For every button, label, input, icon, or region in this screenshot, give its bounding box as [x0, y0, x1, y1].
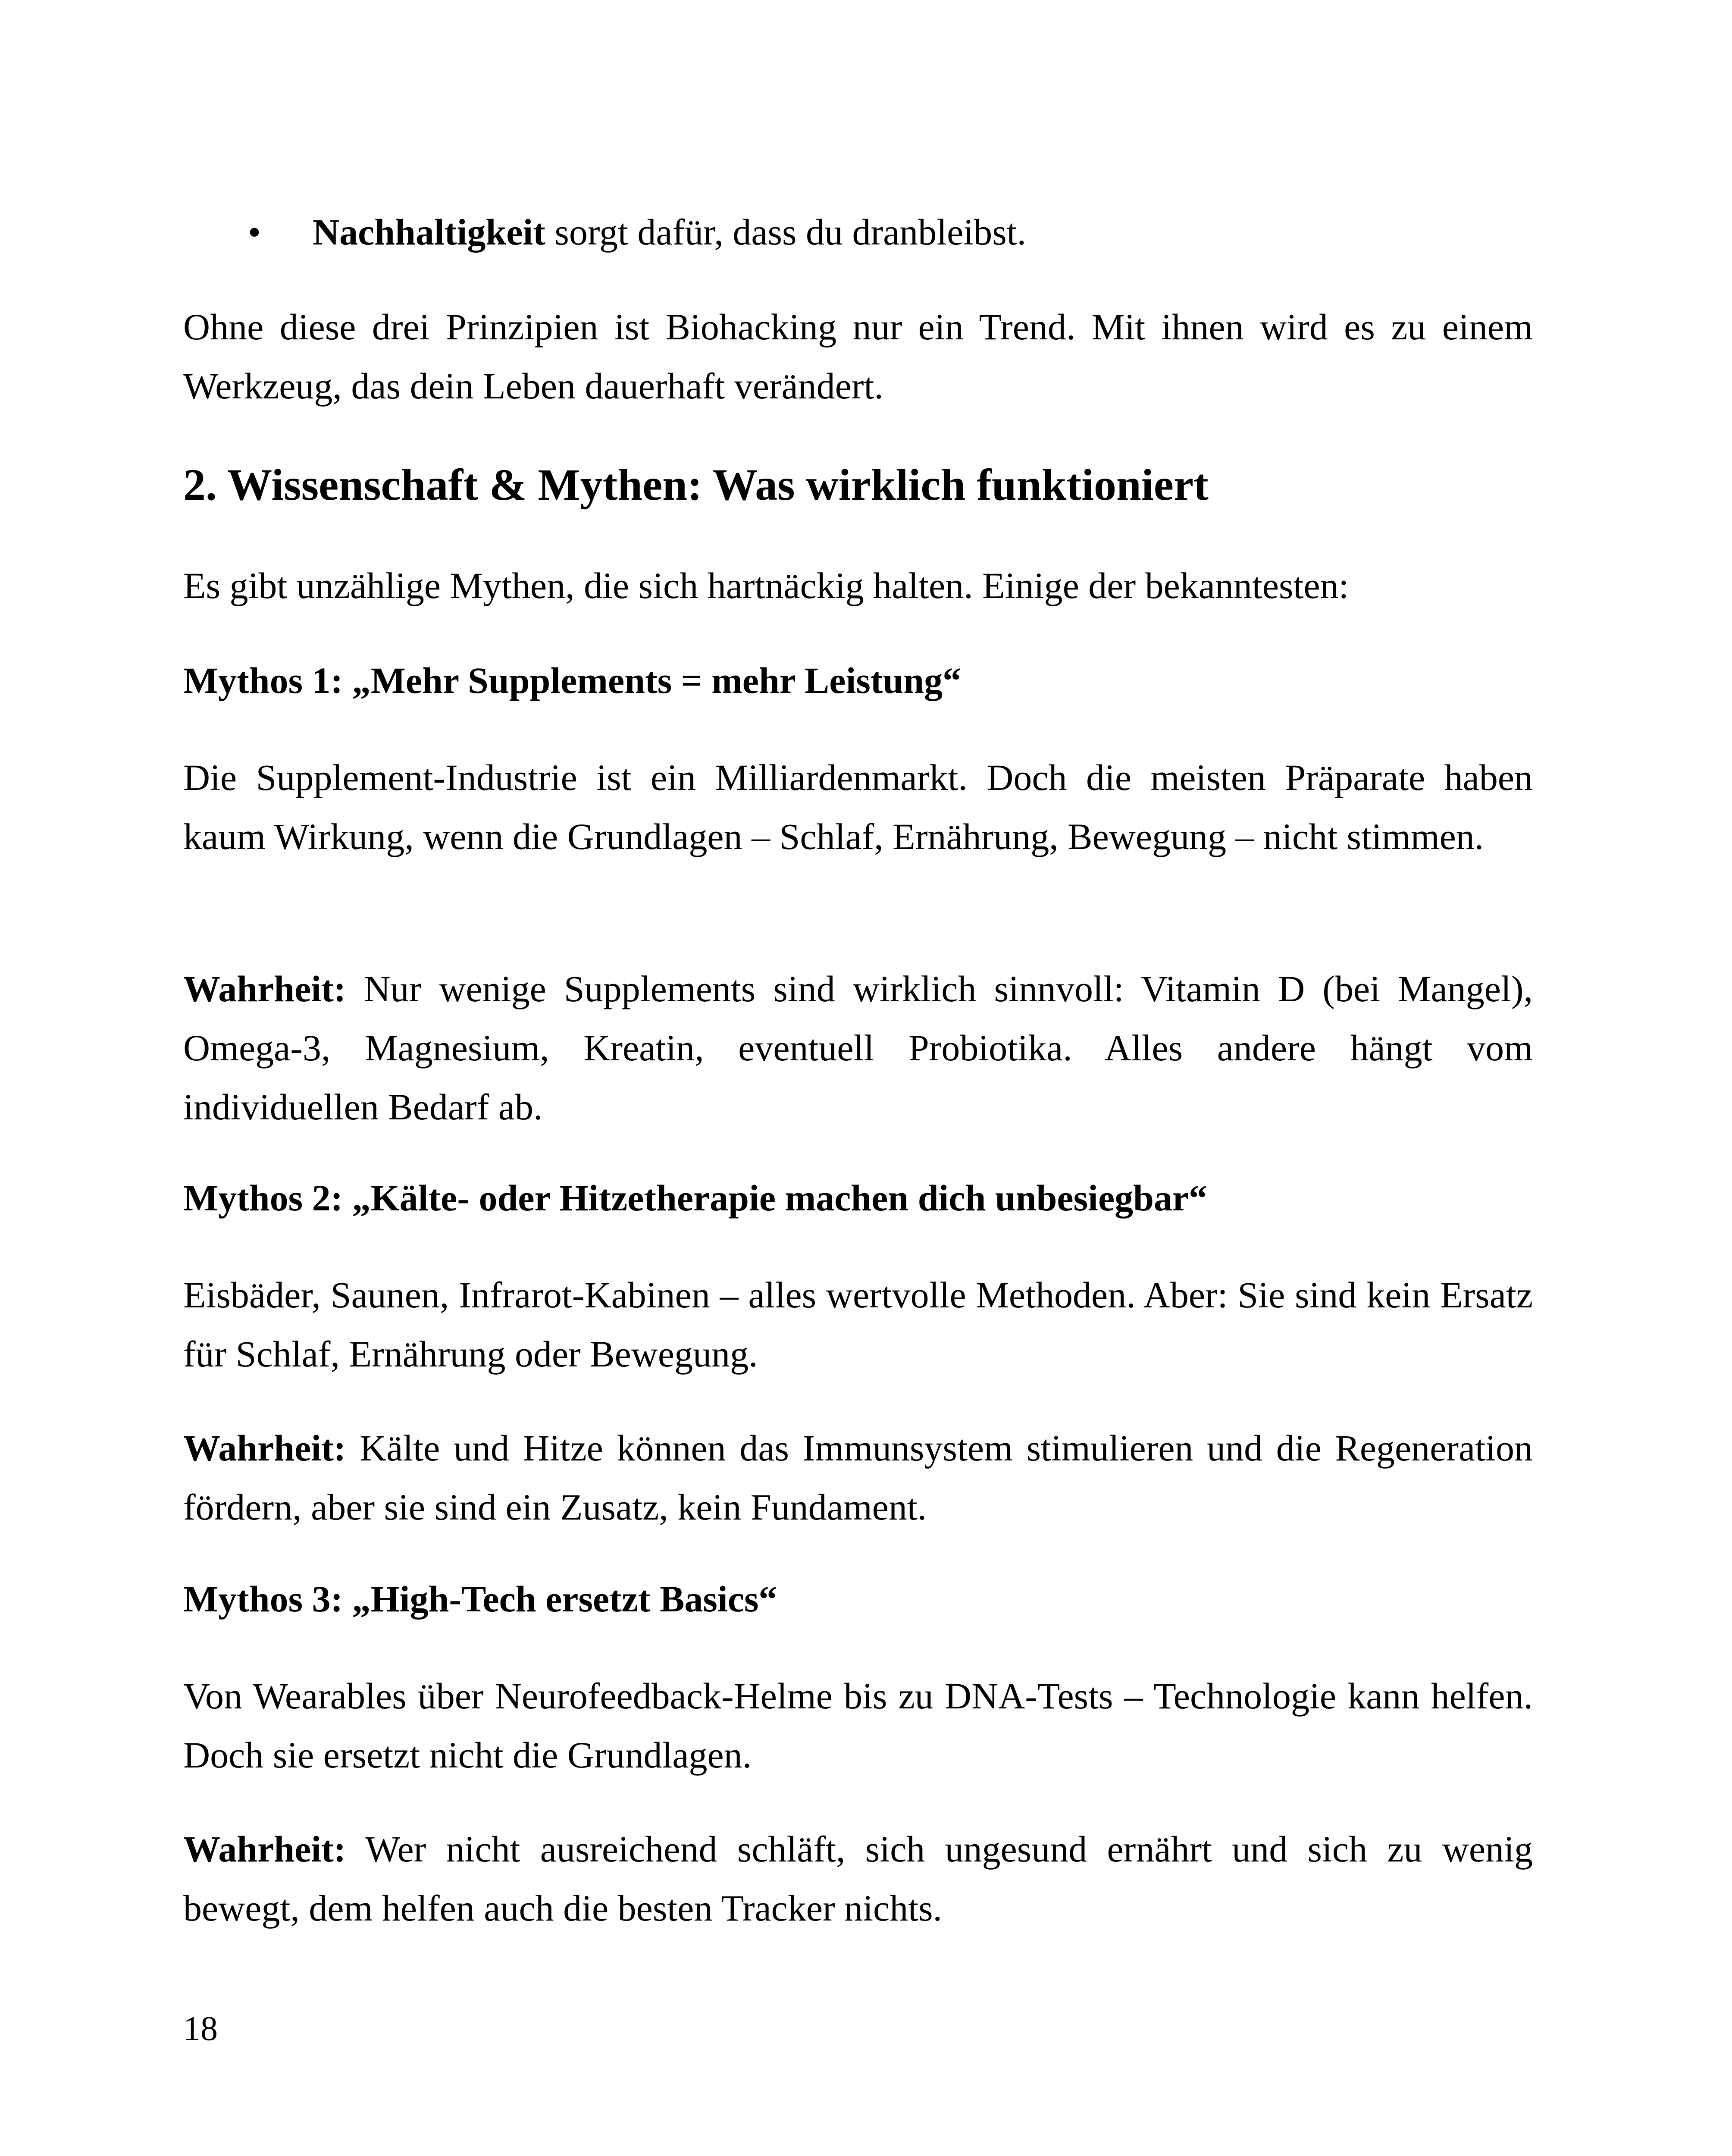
section-heading: 2. Wissenschaft & Mythen: Was wirklich funktioniert [183, 460, 1209, 510]
bullet-bold-term: Nachhaltigkeit [313, 211, 545, 253]
bullet-item [183, 203, 1533, 262]
myth-2-text: Eisbäder, Saunen, Infrarot-Kabinen – alles wertvolle Methoden. Aber: Sie sind kein Ersatz für Schlaf, Ernährung oder Bewegung. [183, 1274, 1533, 1375]
myth-2-truth-label: Wahrheit: [183, 1427, 346, 1469]
myth-3-title: Mythos 3: „High-Tech ersetzt Basics“ [183, 1578, 777, 1620]
myth-3-truth-text: Wer nicht ausreichend schläft, sich ungesund ernährt und sich zu wenig bewegt, dem helfen auch die besten Tracker nichts. [183, 1828, 1533, 1929]
myth-1-truth-text: Nur wenige Supplements sind wirklich sinnvoll: Vitamin D (bei Mangel), Omega-3, Magnesium, Kreatin, eventuell Probiotika. Alles andere hängt vom individuellen Bedarf ab. [183, 968, 1533, 1128]
myth-1-truth [183, 959, 1533, 1137]
section-intro-paragraph: Es gibt unzählige Mythen, die sich hartnäckig halten. Einige der bekanntesten: [183, 565, 1349, 606]
myth-3-truth-label: Wahrheit: [183, 1828, 346, 1870]
myth-3-truth [183, 1820, 1533, 1938]
myth-2-truth [183, 1419, 1533, 1537]
intro-paragraph: Ohne diese drei Prinzipien ist Biohacking nur ein Trend. Mit ihnen wird es zu einem Werkzeug, das dein Leben dauerhaft verändert. [183, 306, 1533, 407]
myth-1-title: Mythos 1: „Mehr Supplements = mehr Leistung“ [183, 660, 962, 701]
myth-2-truth-text: Kälte und Hitze können das Immunsystem stimulieren und die Regeneration fördern, aber sie sind ein Zusatz, kein Fundament. [183, 1427, 1533, 1528]
myth-2-title: Mythos 2: „Kälte- oder Hitzetherapie machen dich unbesiegbar“ [183, 1177, 1208, 1219]
page-content [183, 0, 1533, 2156]
myth-1-text: Die Supplement-Industrie ist ein Milliardenmarkt. Doch die meisten Präparate haben kaum Wirkung, wenn die Grundlagen – Schlaf, Ernährung, Bewegung – nicht stimmen. [183, 757, 1533, 857]
page-number: 18 [183, 2010, 218, 2048]
bullet-dot-icon: • [248, 211, 261, 253]
bullet-text [313, 203, 1026, 262]
bullet-rest: sorgt dafür, dass du dranbleibst. [545, 211, 1027, 253]
myth-3-text: Von Wearables über Neurofeedback-Helme bis zu DNA-Tests – Technologie kann helfen. Doch sie ersetzt nicht die Grundlagen. [183, 1675, 1533, 1776]
myth-1-truth-label: Wahrheit: [183, 968, 346, 1009]
